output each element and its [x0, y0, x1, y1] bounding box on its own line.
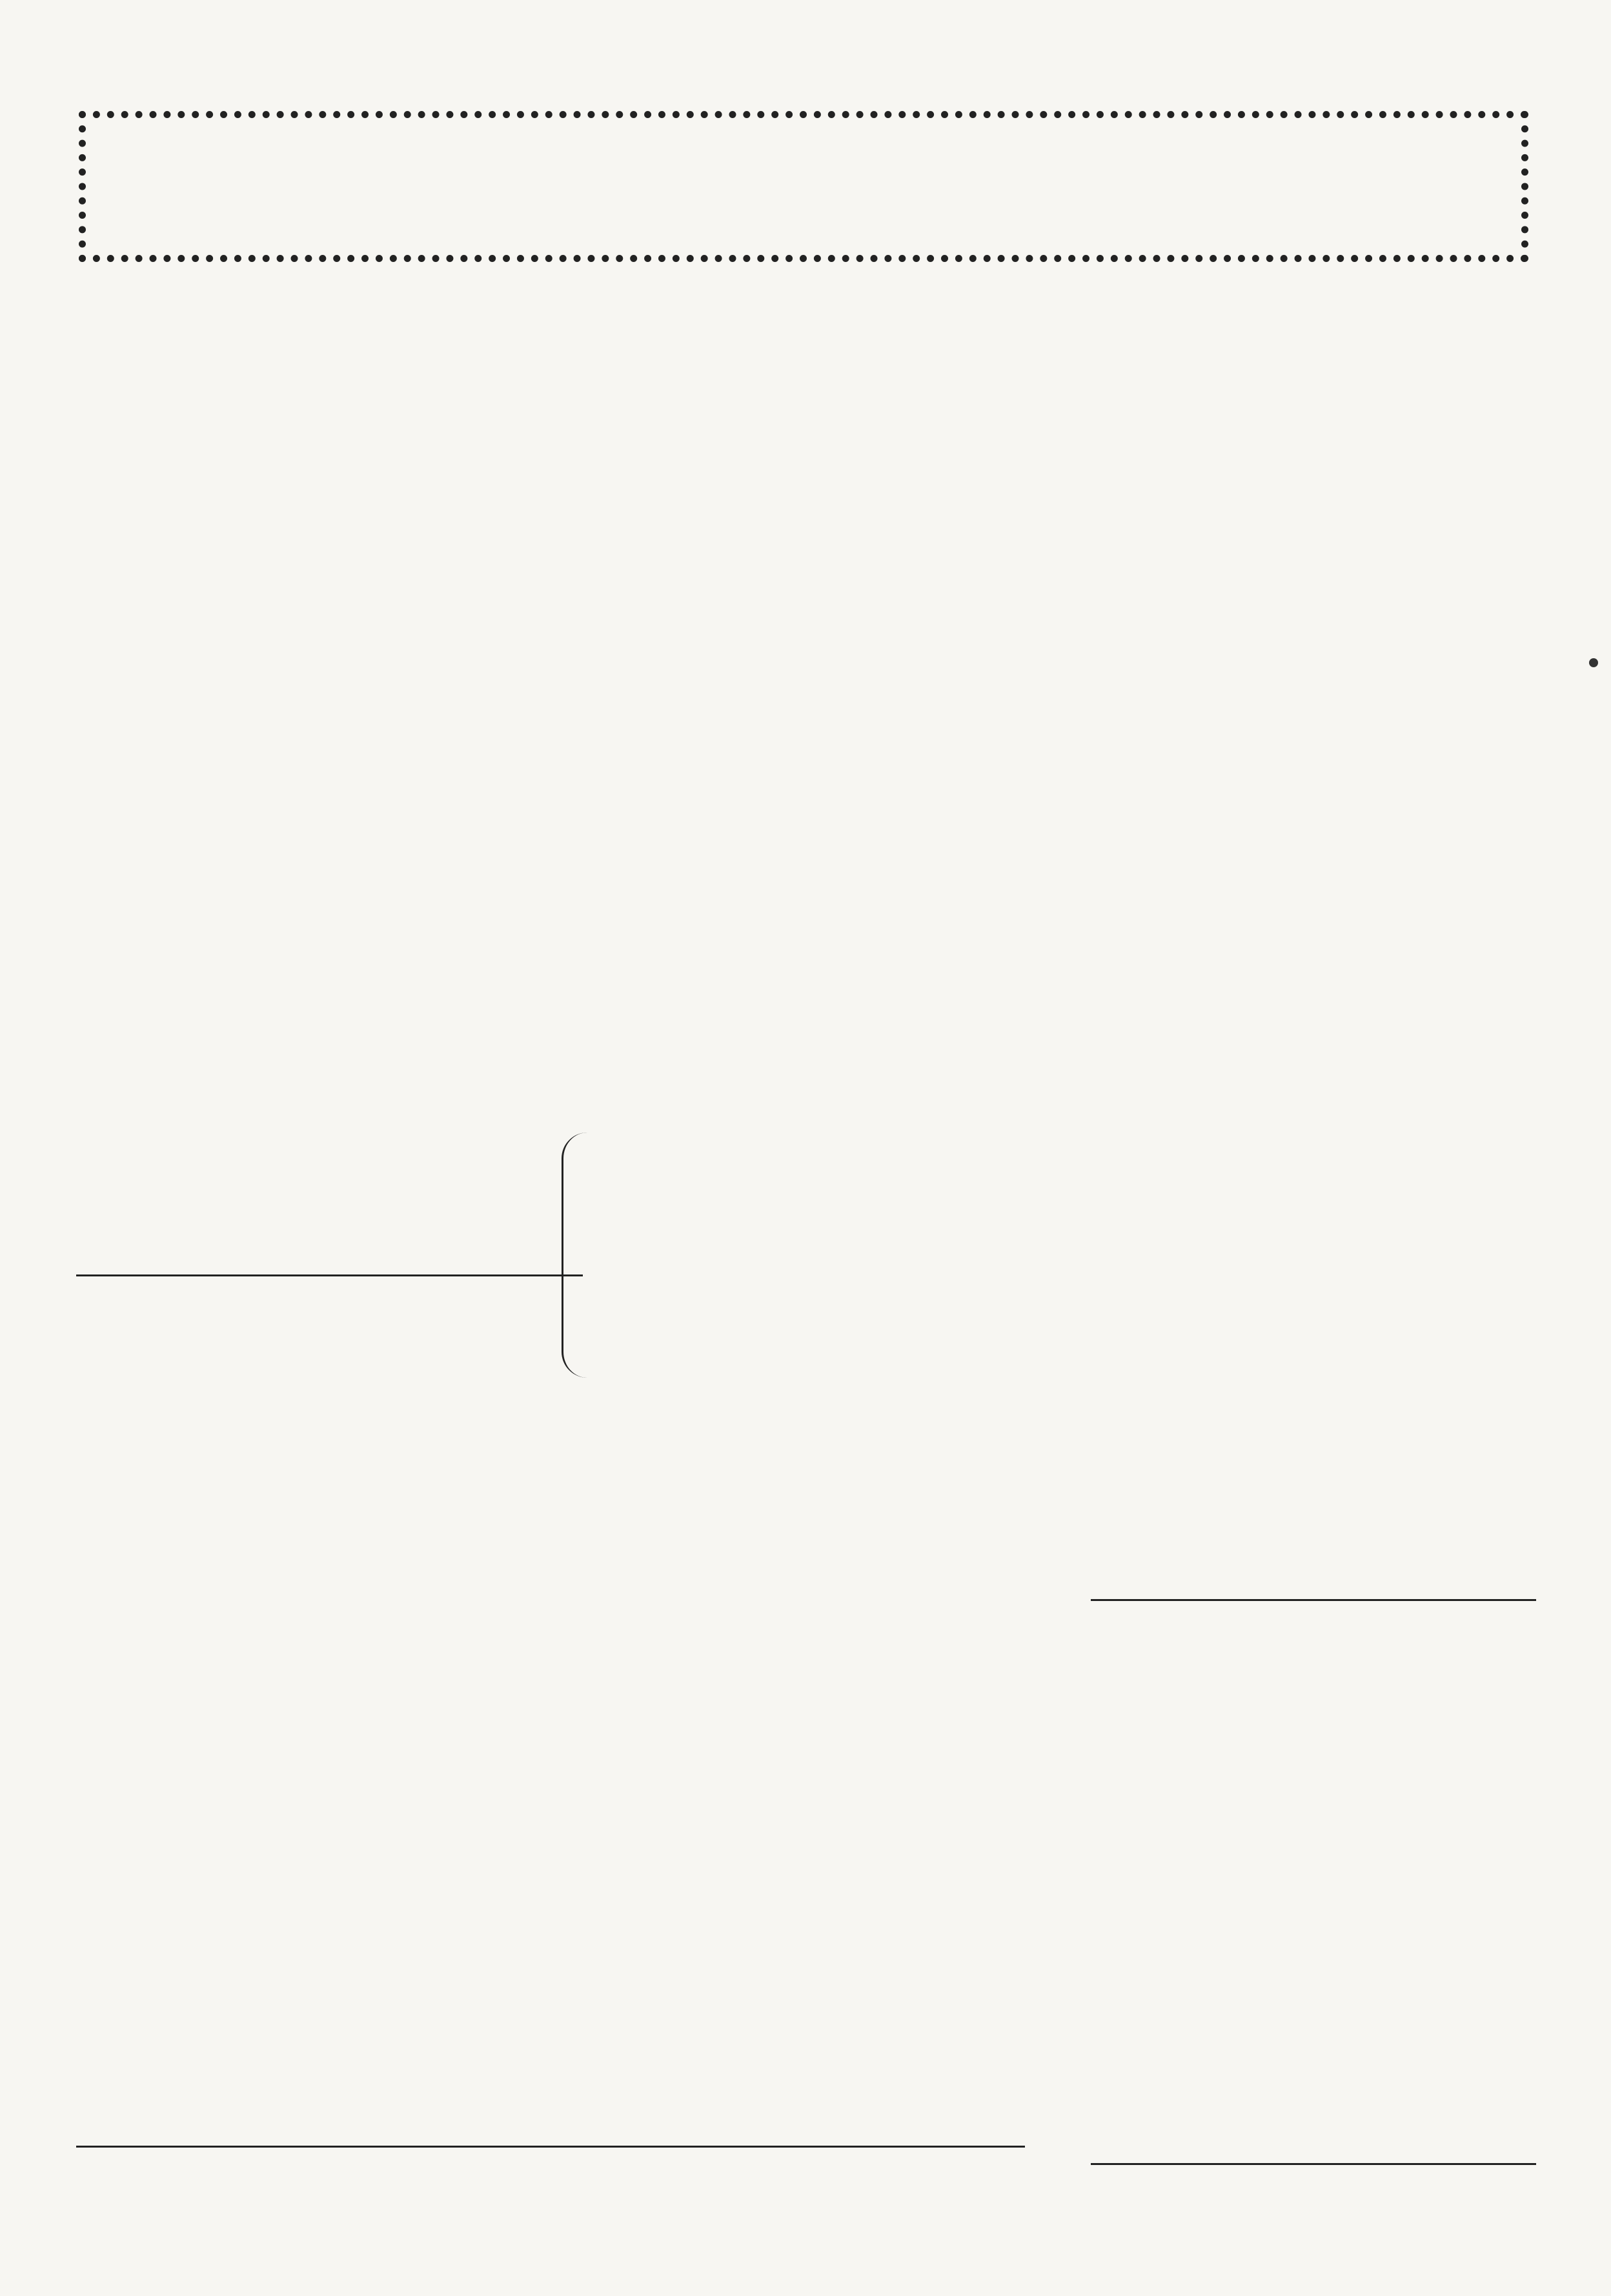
table-rule [76, 1274, 583, 1276]
futures-table-header [76, 350, 516, 421]
table-rule [76, 2146, 1025, 2148]
running-head [83, 50, 1528, 83]
text-line [76, 326, 516, 350]
column-1 [76, 279, 516, 445]
section-banner [79, 111, 1528, 262]
text-line [76, 421, 516, 445]
margin-dot [1589, 658, 1598, 667]
section-heading [76, 279, 516, 303]
table-rule [1091, 1599, 1536, 1601]
handwritten-brace-mark [562, 1133, 589, 1378]
table-rule [1091, 2163, 1536, 2165]
market-heading [76, 303, 516, 327]
